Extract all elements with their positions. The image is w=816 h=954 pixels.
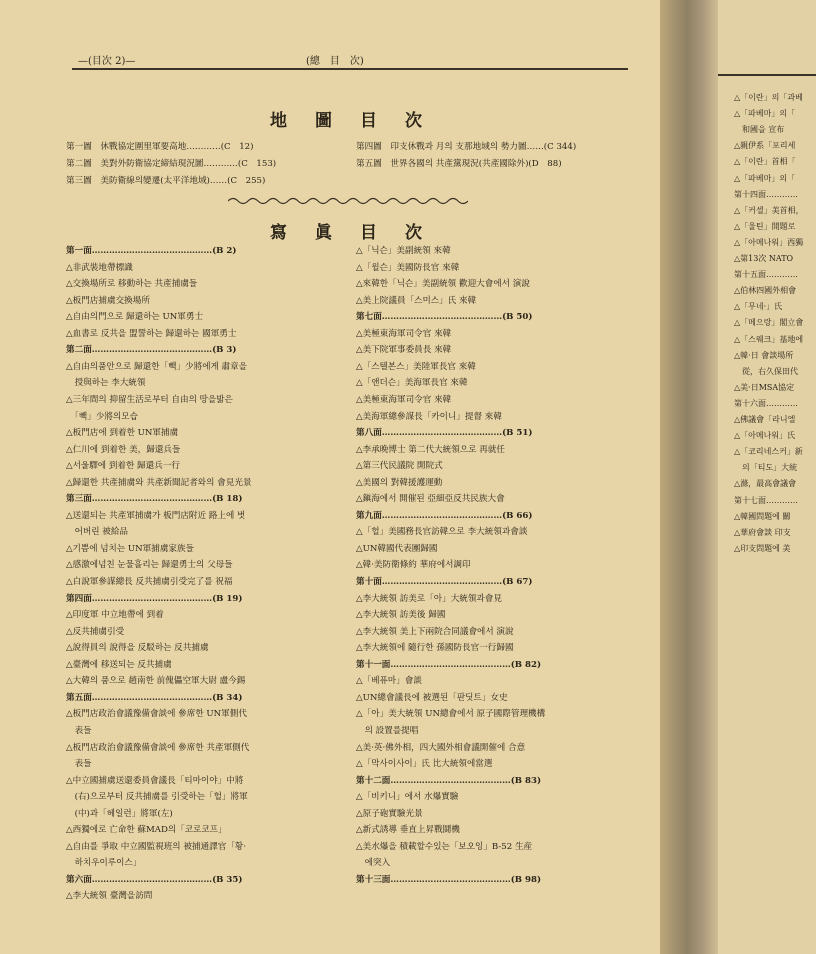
right-page-entry: △「코리네스커」新 <box>734 447 803 457</box>
photo-entry: △UN韓國代表團歸國 <box>356 543 438 554</box>
right-page-entry: △「스웨크」基地에 <box>734 334 804 344</box>
section-divider <box>228 196 468 206</box>
photo-section-heading: 第五面……………………………………(B 34) <box>66 692 243 703</box>
header-rule <box>72 68 628 70</box>
photo-entry: △「헐」美國務長官訪韓으로 李大統領과會談 <box>356 527 528 538</box>
photo-entry: △UN總會議長에 被選된「판딧트」女史 <box>356 692 508 703</box>
photo-entry: △「앤더슨」美海軍長官 來韓 <box>356 378 468 389</box>
right-page-entry: △「파베마」의「 <box>734 109 796 119</box>
right-page-entry: △「이란」首相「 <box>734 157 796 167</box>
photo-entry: △新式誘導 垂直上昇戰鬪機 <box>356 825 460 836</box>
map-entry: 第五圖 世界各國의 共產黨現況(共產國除外)(D 88) <box>356 159 562 169</box>
photo-entry: △西獨에로 亡命한 蘇MAD의「코로코프」 <box>66 825 227 836</box>
right-page-entry: △佛議會「라니엘 <box>734 415 796 424</box>
right-page-entry: △「아메나워」氏 <box>734 431 796 441</box>
photo-entry: △李大統領 訪美로「아」大統領과會見 <box>356 593 502 604</box>
photo-entry: △韓·美防衛條約 華府에서調印 <box>356 560 471 571</box>
photo-entry: △送還되는 共產軍捕虜가 板門店附近 路上에 벗 <box>66 510 246 521</box>
photo-entry: 授與하는 李大統領 <box>66 378 146 389</box>
map-entry: 第四圖 印支休戰과 月의 支那地域의 勢力圖……(C 344) <box>356 142 577 152</box>
right-page-entry: 第十四面………… <box>734 189 798 199</box>
photo-section-heading: 第十二面……………………………………(B 83) <box>356 775 542 786</box>
photo-entry: △기쁨에 넘치는 UN軍捕虜家族들 <box>66 543 194 554</box>
photo-entry: △「스텔본스」美陸軍長官 來韓 <box>356 361 476 372</box>
photo-entry: △自由를 爭取 中立國監視班의 被捕通譯官「황· <box>66 841 246 852</box>
photo-entry: △反共捕虜引受 <box>66 626 125 637</box>
right-page-entry: 의「티도」大統 <box>734 463 798 473</box>
photo-section-heading: 第二面……………………………………(B 3) <box>66 345 237 356</box>
photo-entry: △來韓한「닉슨」美副統領 歡迎大會에서 演說 <box>356 279 530 290</box>
right-page-entry: △第13次 NATO <box>734 254 794 263</box>
photo-entry: △印度軍 中立地帶에 到着 <box>66 610 164 621</box>
photo-entry: △三年間의 抑留生活로부터 自由의 땅을밟은 <box>66 394 233 405</box>
right-page-entry: 第十五面………… <box>734 270 798 280</box>
photo-entry: △李大統領에 隨行한 孫國防長官一行歸國 <box>356 643 514 654</box>
photo-entry: △「막사이사이」氏 比大統領에當選 <box>356 759 493 770</box>
right-page-entry: △「아메나워」西獨 <box>734 237 804 247</box>
photo-entry: △說得員의 說得을 反駁하는 反共捕虜 <box>66 643 209 654</box>
photo-entry: △「베퓨마」會談 <box>356 676 422 687</box>
photo-entry: △非武裝地帶標識 <box>66 262 133 273</box>
photo-section-heading: 第十一面……………………………………(B 82) <box>356 659 542 670</box>
right-page-entry: △「파베마」의「 <box>734 173 796 183</box>
right-header-rule <box>718 74 816 76</box>
photo-entry: △中立國捕虜送還委員會議長「티마이야」中將 <box>66 775 244 786</box>
photo-entry: △美水爆을 積載할수있는「보오잉」B-52 生産 <box>356 841 533 852</box>
photo-entry: △李大統領 美上下兩院合同議會에서 演說 <box>356 626 514 637</box>
photo-section-heading: 第十三面……………………………………(B 98) <box>356 874 542 885</box>
right-page-entry: △伯林四國外相會 <box>734 286 797 296</box>
photo-entry: △板門店에 到着한 UN軍捕虜 <box>66 428 179 439</box>
photo-entry: △自由의門으로 歸還하는 UN軍勇士 <box>66 312 204 323</box>
right-page <box>718 0 816 954</box>
photo-entry: △大韓의 품으로 趙南한 前傀儡空軍大尉 盧今錫 <box>66 676 246 687</box>
photo-section-heading: 第七面……………………………………(B 50) <box>356 312 533 323</box>
right-page-entry: △韓·日 會談場所 <box>734 350 794 360</box>
photo-entry: △「닉슨」美副統領 來韓 <box>356 246 451 256</box>
photo-section-heading: 第八面……………………………………(B 51) <box>356 428 533 439</box>
photo-section-heading: 第九面……………………………………(B 66) <box>356 510 533 521</box>
photo-entry: △自由의품안으로 歸還한「빽」少將에게 肅章을 <box>66 361 248 372</box>
photo-entry: △美國의 對韓援護運動 <box>356 477 443 488</box>
right-page-entry: △「커셀」美首相， <box>734 205 804 215</box>
page-header-left: —(目次 2)— <box>78 56 136 67</box>
right-page-entry: 第十六面………… <box>734 398 798 408</box>
photo-entry: △歸還한 共產捕虜와 共產新聞記者와의 會見光景 <box>66 477 252 488</box>
photo-entry: △「비키니」에서 水爆實驗 <box>356 792 459 803</box>
photo-entry: △「아」美大統領 UN總會에서 原子國際管理機構 <box>356 709 546 720</box>
right-page-entry: △「무네·」氏 <box>734 302 783 312</box>
map-entry: 第二圖 美對外防衛協定締結現況圖…………(C 153) <box>66 159 277 169</box>
map-section-title: 地圖目次 <box>270 111 450 131</box>
photo-entry: 「빽」少將의모습 <box>66 411 138 422</box>
photo-entry: △第三代民議院 開院式 <box>356 461 443 472</box>
photo-entry: (中)과「헤일런」將軍(左) <box>66 808 173 819</box>
right-page-entry: 和國을 宣布 <box>734 125 785 135</box>
photo-entry: △美上院議員「스미스」氏 來韓 <box>356 295 477 306</box>
photo-entry: △李承晩博士 第二代大統領으로 再就任 <box>356 444 505 455</box>
right-page-entry: △美·日MSA協定 <box>734 382 795 392</box>
right-page-entry: △印支問題에 美 <box>734 543 791 553</box>
right-page-entry: 第十七面………… <box>734 495 798 505</box>
photo-entry: (右)으로부터 反共捕虜를 引受하는「헐」將軍 <box>66 792 248 803</box>
map-entry: 第一圖 休戰協定圍里軍要高地…………(C 12) <box>66 142 254 152</box>
right-page-entry: △「이란」의「과베 <box>734 93 803 102</box>
photo-entry: 하치우이루이스」 <box>66 858 142 869</box>
photo-entry: 의 設置를提唱 <box>356 725 419 736</box>
photo-section-title: 寫眞目次 <box>270 223 450 243</box>
photo-entry: 에突入 <box>356 858 391 869</box>
photo-entry: △板門店捕虜交換場所 <box>66 295 150 306</box>
right-page-entry: △親伊系「포리세 <box>734 141 796 151</box>
photo-section-heading: 第三面……………………………………(B 18) <box>66 494 243 505</box>
photo-entry: 어버린 被給品 <box>66 527 129 538</box>
right-page-entry: △華府會談 印支 <box>734 527 791 537</box>
right-page-entry: △「메으랑」閣立會 <box>734 318 804 328</box>
photo-entry: 表들 <box>66 759 92 770</box>
photo-entry: △板門店政治會議豫備會談에 參席한 UN軍側代 <box>66 709 247 720</box>
photo-section-heading: 第十面……………………………………(B 67) <box>356 577 533 587</box>
photo-entry: △美下院軍事委員長 來韓 <box>356 345 452 356</box>
photo-entry: △板門店政治會議豫備會談에 參席한 共產軍側代 <box>66 742 250 753</box>
photo-entry: △仁川에 到着한 美，歸還兵들 <box>66 444 181 455</box>
photo-entry: △美極東海軍司令官 來韓 <box>356 328 452 339</box>
book-gutter <box>660 0 720 954</box>
photo-section-heading: 第一面……………………………………(B 2) <box>66 246 237 256</box>
right-page-entry: △滌，最高會議會 <box>734 479 797 489</box>
photo-entry: △美極東海軍司令官 來韓 <box>356 394 452 405</box>
photo-entry: △臺灣에 移送되는 反共捕虜 <box>66 659 172 670</box>
photo-entry: △李大統領 臺灣을訪問 <box>66 891 153 902</box>
photo-entry: △鎭海에서 開催된 亞細亞反共民族大會 <box>356 494 505 505</box>
photo-entry: △美海軍總參謀長「카이니」提督 來韓 <box>356 411 502 422</box>
photo-entry: △서울驛에 到着한 歸還兵一行 <box>66 461 181 472</box>
photo-entry: △李大統領 訪美後 歸國 <box>356 610 446 621</box>
photo-entry: △交換場所로 移動하는 共產捕虜들 <box>66 279 198 290</box>
photo-entry: △美·英·佛外相，四大國外相會議開催에 合意 <box>356 742 526 753</box>
photo-entry: 表들 <box>66 725 92 736</box>
right-page-entry: 從，右久保田代 <box>734 366 798 376</box>
right-page-entry: △「울틴」開題로 <box>734 221 796 231</box>
page-header-center: (總 目 次) <box>306 56 364 67</box>
right-page-entry: △韓國問題에 關 <box>734 511 791 521</box>
map-entry: 第三圖 美防衛線의變遷(太平洋地域)……(C 255) <box>66 176 266 186</box>
photo-entry: △血書로 反共을 盟誓하는 歸還하는 國軍勇士 <box>66 328 237 339</box>
photo-entry: △原子砲實驗光景 <box>356 808 423 819</box>
photo-entry: △感激에넘친 눈물흘리는 歸還勇士의 父母들 <box>66 560 233 571</box>
photo-entry: △「윌슨」美國防長官 來韓 <box>356 262 460 273</box>
photo-entry: △白說軍參謀總長 反共捕虜引受完了를 祝福 <box>66 577 233 587</box>
photo-section-heading: 第四面……………………………………(B 19) <box>66 593 243 604</box>
photo-section-heading: 第六面……………………………………(B 35) <box>66 874 243 885</box>
